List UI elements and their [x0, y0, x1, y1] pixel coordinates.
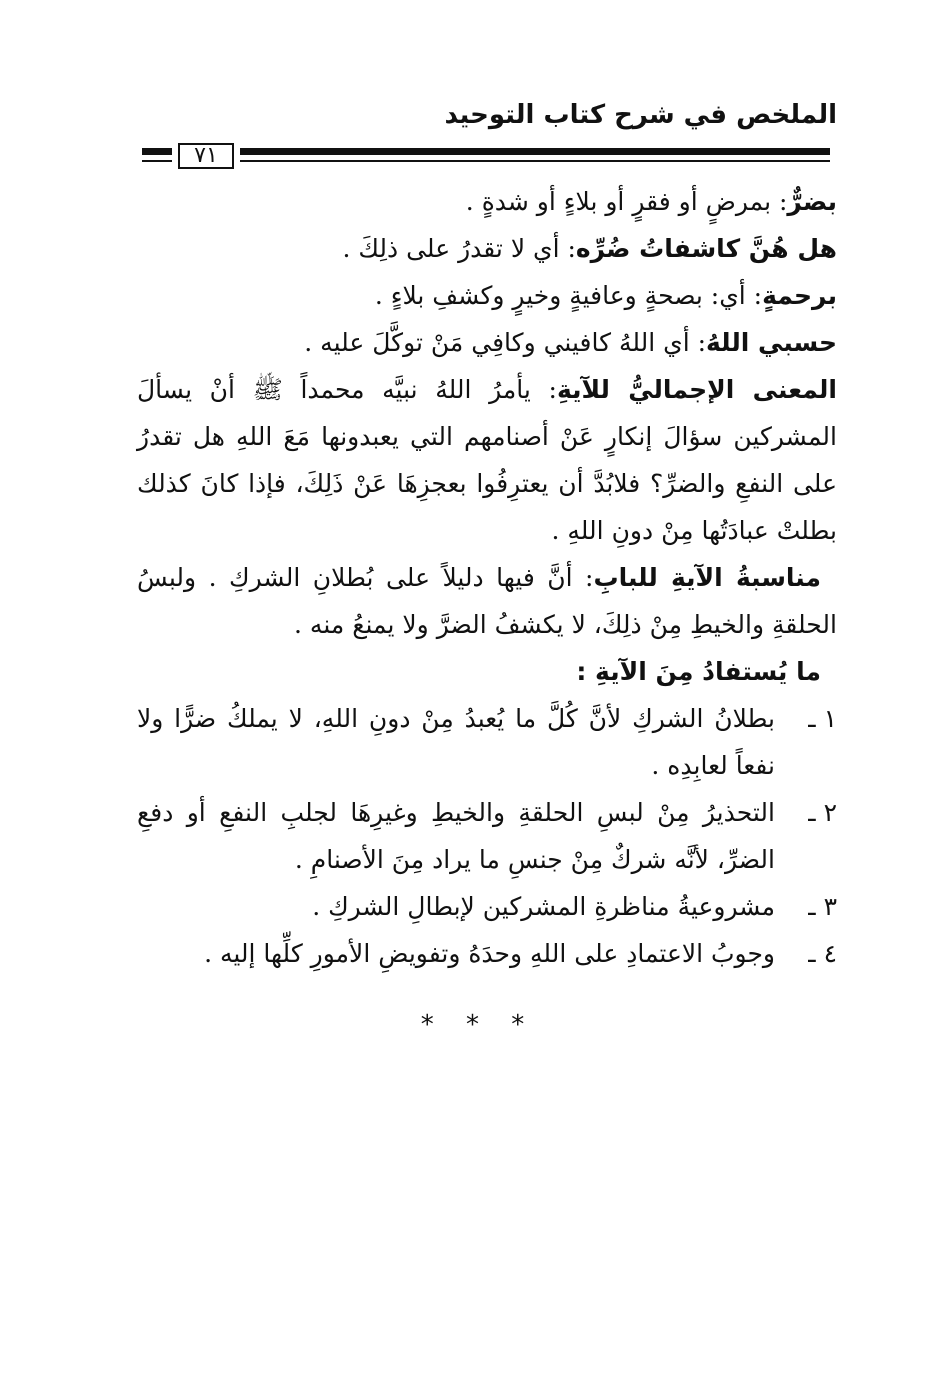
- definition-text: : أي اللهُ كافيني وكافِي مَنْ توكَّلَ عليه .: [304, 328, 707, 357]
- definition-line: [137, 272, 837, 319]
- benefits-heading: ما يُستفادُ مِنَ الآيةِ :: [576, 657, 821, 686]
- list-item: [137, 789, 837, 883]
- header-rule-stub: [142, 148, 172, 168]
- definition-term: برحمةٍ: [762, 281, 837, 310]
- definition-term: حسبي اللهُ: [706, 328, 837, 357]
- list-item-number: ١ ـ: [808, 704, 837, 733]
- rule-thin-line: [142, 160, 172, 162]
- list-item: [137, 695, 837, 789]
- relevance-term: مناسبةُ الآيةِ للبابِ: [593, 563, 821, 592]
- list-item-text: التحذيرُ مِنْ لبسِ الحلقةِ والخيطِ وغيرِهَا لجلبِ النفعِ أو دفعِ الضرِّ، لأنَّه شركٌ مِنْ جنسِ ما يراد مِنَ الأصنامِ .: [137, 798, 775, 874]
- definition-text: : أي: بصحةٍ وعافيةٍ وخيرٍ وكشفِ بلاءٍ .: [374, 281, 763, 310]
- definition-text: : أي لا تقدرُ على ذلِكَ .: [342, 234, 576, 263]
- definition-text: : بمرضٍ أو فقرٍ أو بلاءٍ أو شدةٍ .: [465, 187, 788, 216]
- benefits-list: [137, 695, 837, 977]
- list-item-number: ٣ ـ: [808, 892, 837, 921]
- list-item: [137, 883, 837, 930]
- rule-thick-line: [240, 148, 830, 155]
- general-meaning-paragraph: [137, 366, 837, 554]
- general-meaning-term: المعنى الإجماليُّ للآيةِ: [556, 375, 837, 404]
- header-double-rule: [240, 148, 830, 168]
- relevance-paragraph: [137, 554, 837, 648]
- definition-term: بضرٌّ: [787, 187, 837, 216]
- rule-thin-line: [240, 160, 830, 162]
- general-meaning-text: : يأمرُ اللهُ نبيَّه محمداً ﷺ أنْ يسألَ المشركين سؤالَ إنكارٍ عَنْ أصنامهم التي يعبدونها مَعَ اللهِ هل تقدرُ على النفعِ والضرِّ؟ فلابُدَّ أن يعترِفُوا بعجزِهَا عَنْ ذَلِكَ، فإذا كانَ كذلك بطلتْ عبادَتُها مِنْ دونِ اللهِ .: [137, 375, 837, 545]
- definition-term: هل هُنَّ كاشفاتُ ضُرِّه: [575, 234, 837, 263]
- running-header-title: الملخص في شرح كتاب التوحيد: [444, 100, 837, 130]
- list-item-text: بطلانُ الشركِ لأنَّ كُلَّ ما يُعبدُ مِنْ دونِ اللهِ، لا يملكُ ضرًّا ولا نفعاً لعابِدِه .: [137, 704, 775, 780]
- page-number: ٧١: [178, 143, 234, 169]
- page-body: [137, 178, 837, 977]
- relevance-text: : أنَّ فيها دليلاً على بُطلانِ الشركِ . ولبسُ الحلقةِ والخيطِ مِنْ ذلِكَ، لا يكشفُ الضرَّ ولا يمنعُ منه .: [137, 563, 837, 639]
- list-item-text: وجوبُ الاعتمادِ على اللهِ وحدَهُ وتفويضِ الأمورِ كلِّها إليه .: [204, 939, 775, 968]
- header-rule: [142, 143, 830, 168]
- list-item-number: ٤ ـ: [808, 939, 837, 968]
- definition-line: [137, 178, 837, 225]
- list-item-text: مشروعيةُ مناظرةِ المشركين لإبطالِ الشركِ .: [312, 892, 775, 921]
- rule-thick-line: [142, 148, 172, 155]
- list-item-number: ٢ ـ: [808, 798, 837, 827]
- section-divider-stars: * * *: [420, 1010, 525, 1040]
- list-item: [137, 930, 837, 977]
- definition-line: [137, 225, 837, 272]
- definition-line: [137, 319, 837, 366]
